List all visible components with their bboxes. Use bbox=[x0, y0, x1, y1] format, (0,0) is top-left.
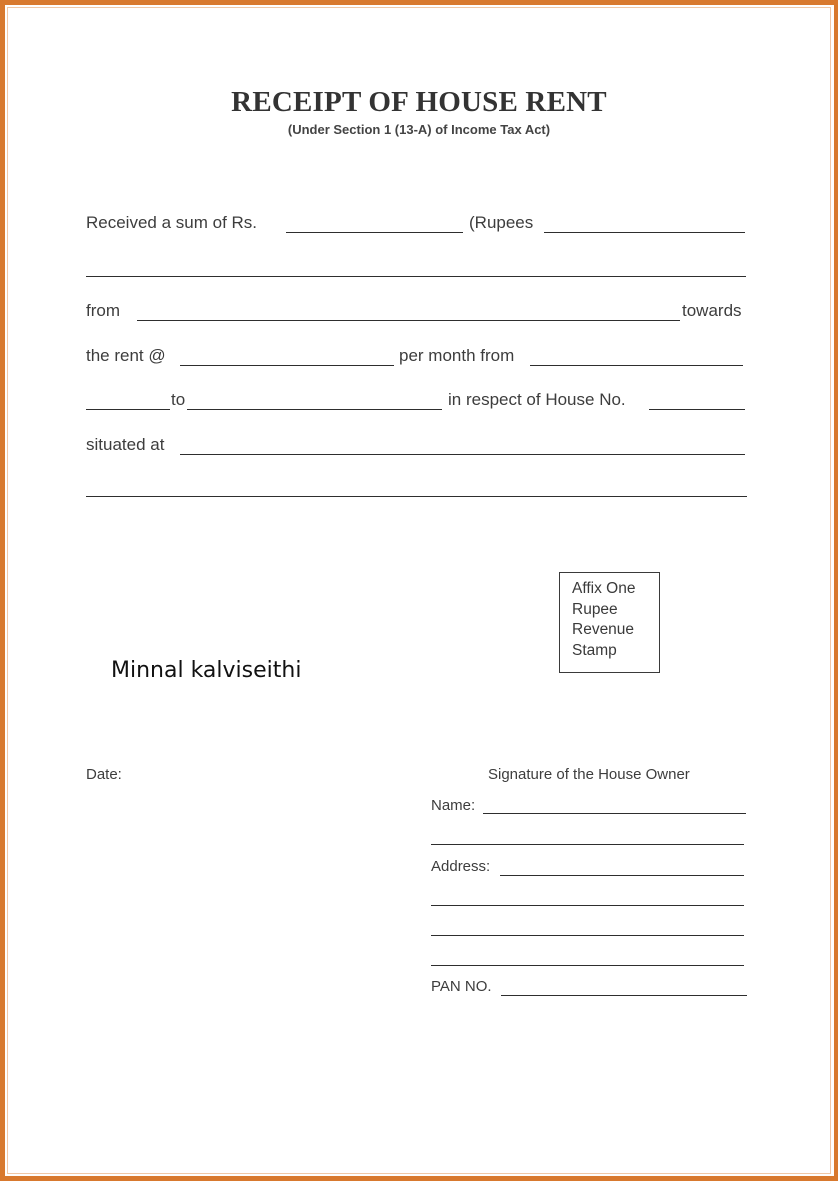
rupees-continuation-blank[interactable] bbox=[86, 276, 746, 277]
address-blank[interactable] bbox=[180, 454, 745, 455]
rent-amount-blank[interactable] bbox=[180, 365, 394, 366]
owner-name-blank[interactable] bbox=[483, 813, 746, 814]
owner-address-line-4[interactable] bbox=[431, 965, 744, 966]
owner-address-line-3[interactable] bbox=[431, 935, 744, 936]
page-inner-frame bbox=[7, 7, 831, 1174]
owner-address-blank[interactable] bbox=[500, 875, 744, 876]
owner-name-continuation-blank[interactable] bbox=[431, 844, 744, 845]
period-start-blank[interactable] bbox=[530, 365, 743, 366]
watermark-text: Minnal kalviseithi bbox=[111, 658, 302, 683]
signature-label: Signature of the House Owner bbox=[488, 766, 690, 783]
receipt-subtitle: (Under Section 1 (13-A) of Income Tax Act) bbox=[287, 122, 551, 137]
stamp-line: Revenue bbox=[572, 621, 635, 638]
owner-address-line-2[interactable] bbox=[431, 905, 744, 906]
rupees-words-blank[interactable] bbox=[544, 232, 745, 233]
per-month-from-label: per month from bbox=[399, 346, 515, 365]
tenant-name-blank[interactable] bbox=[137, 320, 680, 321]
address-continuation-blank[interactable] bbox=[86, 496, 747, 497]
to-label: to bbox=[171, 390, 186, 409]
house-no-blank[interactable] bbox=[649, 409, 745, 410]
receipt-title: RECEIPT OF HOUSE RENT bbox=[231, 86, 607, 118]
period-end-blank[interactable] bbox=[187, 409, 442, 410]
rupees-label: (Rupees bbox=[469, 213, 534, 232]
period-start-year-blank[interactable] bbox=[86, 409, 170, 410]
pan-label: PAN NO. bbox=[431, 978, 492, 995]
stamp-line: Affix One bbox=[572, 580, 636, 597]
pan-number-blank[interactable] bbox=[501, 995, 747, 996]
stamp-line: Rupee bbox=[572, 600, 618, 618]
situated-label: situated at bbox=[86, 435, 165, 454]
date-label: Date: bbox=[86, 766, 122, 783]
revenue-stamp-box bbox=[559, 572, 660, 673]
rent-label: the rent @ bbox=[86, 346, 166, 365]
house-no-label: in respect of House No. bbox=[448, 390, 626, 409]
name-label: Name: bbox=[431, 797, 476, 814]
stamp-line: Stamp bbox=[572, 641, 617, 659]
address-label: Address: bbox=[431, 858, 491, 875]
towards-label: towards bbox=[682, 301, 742, 320]
amount-blank[interactable] bbox=[286, 232, 463, 233]
from-label: from bbox=[86, 301, 120, 320]
received-sum-label: Received a sum of Rs. bbox=[86, 213, 258, 232]
